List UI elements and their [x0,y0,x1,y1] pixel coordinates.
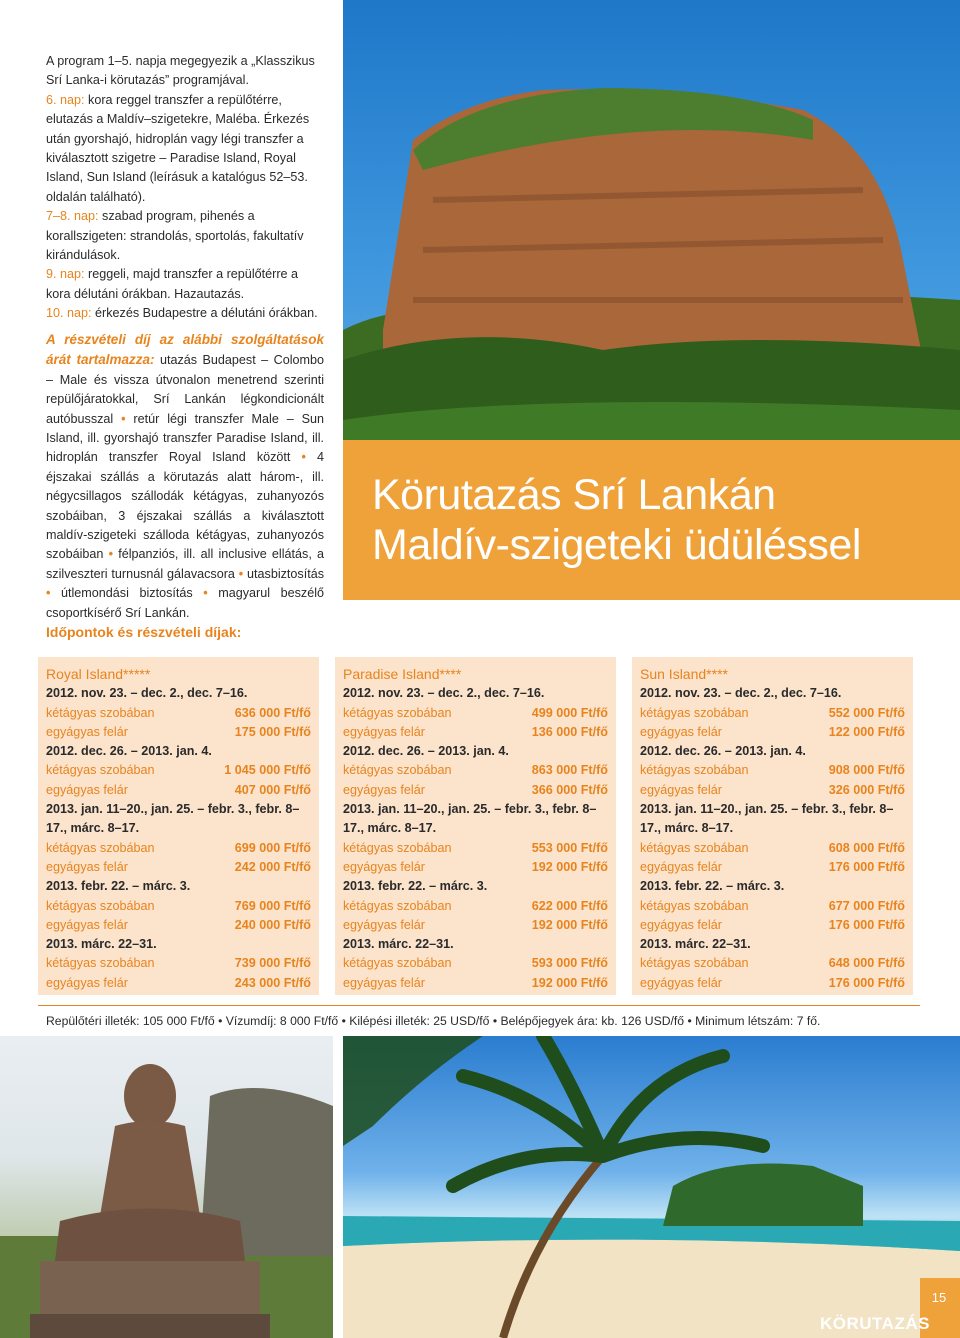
single-supplement-row [46,723,311,742]
price-value: 608 000 Ft/fő [828,840,905,855]
price-value: 243 000 Ft/fő [234,975,311,990]
price-label: egyágyas felár [640,917,722,932]
price-box-content [38,657,311,993]
hotel-stars: ***** [123,666,151,682]
price-value: 648 000 Ft/fő [828,956,905,971]
price-value: 908 000 Ft/fő [828,763,905,778]
price-label: egyágyas felár [640,859,722,874]
double-room-row [46,761,311,780]
period-dates: 2012. nov. 23. – dec. 2., dec. 7–16. [343,686,545,701]
price-value: 192 000 Ft/fő [531,975,608,990]
fees-info: Repülőtéri illeték: 105 000 Ft/fő • Vízumdíj: 8 000 Ft/fő • Kilépési illeték: 25 USD/fő • Belépőjegyek ára: kb. 126 USD/fő • Minimum létszám: 7 fő. [46,1014,821,1028]
price-label: kétágyas szobában [343,956,452,971]
included-services: A részvételi díj az alábbi szolgáltatások árát tartalmazza: utazás Budapest – Colombo – Male és vissza útvonalon menetrend szerinti repülőjáratokkal, Srí Lankán légkondicionált autóbusszal • retúr légi transzfer Male – Sun Island, ill. gyorshajó transzfer Paradise Island, ill. hidroplán transzfer Royal Island között • 4 éjszakai szállás a körutazás alatt három-, ill. négycsillagos szállodák kétágyas, zuhanyozós szobáiban, 3 éjszakai szállás a kiválasztott maldív-szigeteki szálloda kétágyas, zuhanyozós szobáiban • félpanziós, ill. all inclusive ellátás, a szilveszteri turnusnál gálavacsora • utasbiztosítás • útlemondási biztosítás • magyarul beszélő csoportkísérő Srí Lankán. [46,332,325,620]
day-text: kora reggel transzfer a repülőtérre, elutazás a Maldív–szigetekre, Maléba. Érkezés után gyorshajó, hidroplán vagy légi transzfer a kiválasztott szigetre – Paradise Island, Royal Island, Sun Island (leírásuk a katalógus 52–53. oldalán található). [46,92,310,204]
price-value: 242 000 Ft/fő [234,859,311,874]
service-item: retúr légi transzfer Male – Sun Island, ill. gyorshajó transzfer Paradise Island, ill. hidroplán transzfer Royal Island között [46,411,325,465]
price-label: egyágyas felár [46,859,128,874]
double-room-row [46,704,311,723]
price-label: egyágyas felár [46,917,128,932]
period-dates: 2013. jan. 11–20., jan. 25. – febr. 3., febr. 8–17., márc. 8–17. [343,802,597,836]
day-label: 7–8. nap: [46,209,99,224]
period-dates: 2013. márc. 22–31. [46,937,157,952]
service-item: utasbiztosítás [247,566,325,581]
price-label: egyágyas felár [343,782,425,797]
section-label: KÖRUTAZÁS [820,1314,930,1333]
double-room-row [46,954,311,973]
price-label: kétágyas szobában [46,898,155,913]
single-supplement-row [343,974,608,993]
double-room-row [640,954,905,973]
beach-illustration [343,1036,960,1338]
price-box-sun-island [632,657,913,995]
price-value: 1 045 000 Ft/fő [224,763,311,778]
service-item: magyarul beszélő csoportkísérő Srí Lankán. [46,586,325,620]
title-line-2: Maldív-szigeteki üdüléssel [372,521,861,569]
price-label: kétágyas szobában [46,956,155,971]
price-label: egyágyas felár [343,724,425,739]
price-label: kétágyas szobában [343,763,452,778]
price-label: kétágyas szobában [640,956,749,971]
price-label: kétágyas szobában [343,705,452,720]
period-dates: 2013. jan. 11–20., jan. 25. – febr. 3., febr. 8–17., márc. 8–17. [46,802,300,836]
price-value: 366 000 Ft/fő [531,782,608,797]
price-label: egyágyas felár [640,782,722,797]
price-value: 326 000 Ft/fő [828,782,905,797]
hotel-name-text: Sun Island [640,666,707,682]
price-value: 240 000 Ft/fő [234,917,311,932]
price-value: 622 000 Ft/fő [531,898,608,913]
double-room-row [343,897,608,916]
buddha-illustration [0,1036,333,1338]
single-supplement-row [343,916,608,935]
hotel-name-text: Paradise Island [343,666,440,682]
itinerary-text [46,52,324,324]
single-supplement-row [640,781,905,800]
price-value: 552 000 Ft/fő [828,705,905,720]
double-room-row [46,839,311,858]
single-supplement-row [46,916,311,935]
service-item: utazás Budapest – Colombo – Male és vissza útvonalon menetrend szerinti repülőjáratokkal, Srí Lankán légkondicionált autóbusszal [46,353,325,426]
day-label: 6. nap: [46,92,85,107]
single-supplement-row [640,858,905,877]
price-value: 593 000 Ft/fő [531,956,608,971]
title-line-1: Körutazás Srí Lankán [372,471,776,519]
single-supplement-row [640,916,905,935]
hotel-name-text: Royal Island [46,666,124,682]
price-label: kétágyas szobában [46,763,155,778]
period-dates: 2013. febr. 22. – márc. 3. [46,879,191,894]
beach-photo [343,1036,960,1338]
price-value: 499 000 Ft/fő [531,705,608,720]
single-supplement-row [640,974,905,993]
price-box-content [335,657,608,993]
price-value: 739 000 Ft/fő [234,956,311,971]
period-dates: 2012. dec. 26. – 2013. jan. 4. [343,744,509,759]
day-text: érkezés Budapestre a délutáni órákban. [95,306,318,321]
single-supplement-row [343,723,608,742]
price-label: egyágyas felár [46,975,128,990]
double-room-row [343,704,608,723]
price-box-royal-island [38,657,319,995]
price-label: kétágyas szobában [343,840,452,855]
hotel-stars: **** [439,666,462,682]
double-room-row [343,839,608,858]
period-dates: 2012. nov. 23. – dec. 2., dec. 7–16. [640,686,842,701]
single-supplement-row [46,858,311,877]
dates-heading: Időpontok és részvételi díjak: [46,624,242,640]
price-box-content [632,657,905,993]
page-title [372,470,952,570]
price-value: 192 000 Ft/fő [531,917,608,932]
period-dates: 2012. dec. 26. – 2013. jan. 4. [640,744,806,759]
services-heading: A részvételi díj az alábbi szolgáltatások árát tartalmazza: [46,332,324,368]
double-room-row [640,761,905,780]
price-value: 192 000 Ft/fő [531,859,608,874]
price-value: 136 000 Ft/fő [531,724,608,739]
price-label: egyágyas felár [343,859,425,874]
single-supplement-row [640,723,905,742]
price-value: 176 000 Ft/fő [828,975,905,990]
double-room-row [343,761,608,780]
price-value: 636 000 Ft/fő [234,705,311,720]
price-value: 175 000 Ft/fő [234,724,311,739]
price-box-paradise-island [335,657,616,995]
double-room-row [343,954,608,973]
service-item: 4 éjszakai szállás a körutazás alatt három-, ill. négycsillagos szállodák kétágyas, zuhanyozós szobáiban, 3 éjszakai szállás a kiválasztott maldív-szigeteki szálloda kétágyas, zuhanyozós szobáiban [46,450,324,562]
service-item: útlemondási biztosítás [61,586,193,601]
price-value: 176 000 Ft/fő [828,859,905,874]
price-value: 863 000 Ft/fő [531,763,608,778]
price-value: 769 000 Ft/fő [234,898,311,913]
single-supplement-row [46,974,311,993]
double-room-row [640,897,905,916]
page-number: 15 [931,1290,947,1305]
price-label: egyágyas felár [640,975,722,990]
double-room-row [46,897,311,916]
single-supplement-row [46,781,311,800]
period-dates: 2013. jan. 11–20., jan. 25. – febr. 3., febr. 8–17., márc. 8–17. [640,802,894,836]
double-room-row [640,839,905,858]
intro-paragraph: A program 1–5. napja megegyezik a „Klasszikus Srí Lanka-i körutazás” programjával. [46,54,315,88]
price-label: egyágyas felár [46,782,128,797]
service-item: félpanziós, ill. all inclusive ellátás, a szilveszteri turnusnál gálavacsora [46,547,325,581]
price-label: egyágyas felár [343,975,425,990]
double-room-row [640,704,905,723]
hotel-name [640,665,905,684]
single-supplement-row [343,781,608,800]
day-label: 9. nap: [46,267,85,282]
period-dates: 2013. febr. 22. – márc. 3. [640,879,785,894]
price-label: egyágyas felár [640,724,722,739]
price-label: kétágyas szobában [640,763,749,778]
period-dates: 2012. nov. 23. – dec. 2., dec. 7–16. [46,686,248,701]
price-value: 122 000 Ft/fő [828,724,905,739]
price-value: 677 000 Ft/fő [828,898,905,913]
price-label: kétágyas szobában [343,898,452,913]
price-label: kétágyas szobában [640,898,749,913]
hotel-stars: **** [706,666,728,682]
price-value: 699 000 Ft/fő [234,840,311,855]
hotel-name [343,665,608,684]
day-text: reggeli, majd transzfer a repülőtérre a kora délutáni órákban. Hazautazás. [46,267,299,301]
period-dates: 2013. febr. 22. – márc. 3. [343,879,488,894]
day-label: 10. nap: [46,306,92,321]
hotel-name [46,665,311,684]
period-dates: 2013. márc. 22–31. [343,937,454,952]
buddha-statue-photo [0,1036,333,1338]
period-dates: 2012. dec. 26. – 2013. jan. 4. [46,744,212,759]
price-value: 553 000 Ft/fő [531,840,608,855]
price-label: kétágyas szobában [46,840,155,855]
day-text: szabad program, pihenés a korallszigeten: strandolás, sportolás, fakultatív kirándulások. [46,209,304,263]
price-label: egyágyas felár [343,917,425,932]
price-label: kétágyas szobában [640,840,749,855]
price-value: 176 000 Ft/fő [828,917,905,932]
divider [38,1005,920,1006]
price-label: egyágyas felár [46,724,128,739]
price-value: 407 000 Ft/fő [234,782,311,797]
single-supplement-row [343,858,608,877]
price-label: kétágyas szobában [640,705,749,720]
price-label: kétágyas szobában [46,705,155,720]
period-dates: 2013. márc. 22–31. [640,937,751,952]
